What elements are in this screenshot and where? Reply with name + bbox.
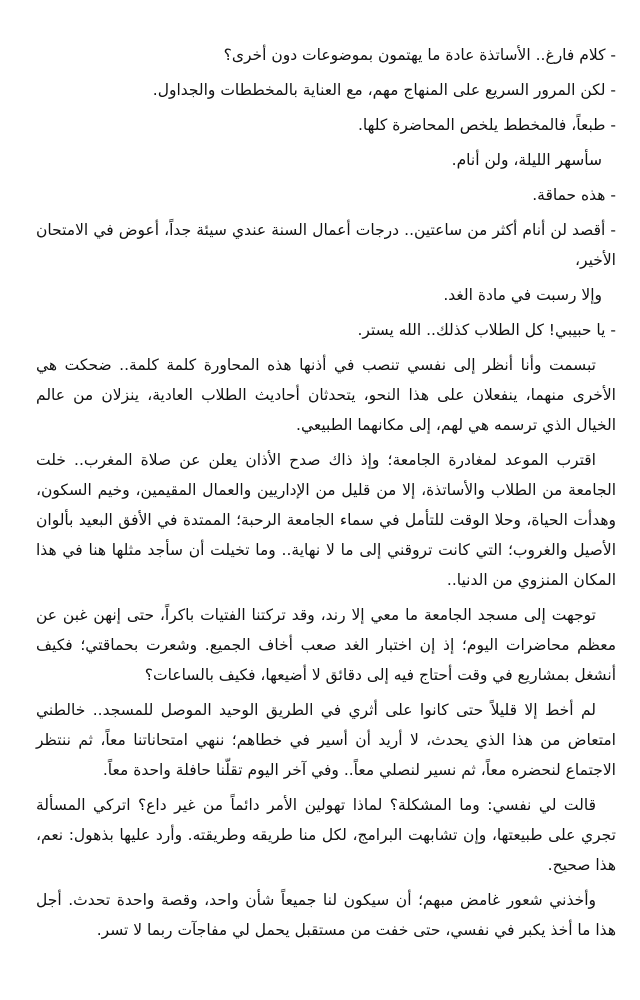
narrative-paragraph-1: تبسمت وأنا أنظر إلى نفسي تنصب في أذنها هذه المحاورة كلمة كلمة.. ضحكت هي الأخرى منهما، ينفعلان على هذا النحو، يتحدثان أحاديث الطلاب العادية، ينزلان من عالم الخيال الذي ترسمه هي لهم، إلى مكانهما الطبيعي. bbox=[36, 356, 616, 434]
narrative-paragraph-5: قالت لي نفسي: وما المشكلة؟ لماذا تهولين الأمر دائماً من غير داع؟ اتركي المسألة تجري على طبيعتها، وإن تشابهت البرامج، لكل منا طريقه وطريقته. وأرد عليها بذهول: نعم، هذا صحيح. bbox=[36, 796, 616, 874]
narrative-paragraph-4: لم أخط إلا قليلاً حتى كانوا على أثري في الطريق الوحيد الموصل للمسجد.. خالطني امتعاض من هذا الذي يحدث، لا أريد أن أسير في خطاهم؛ ننهي امتحاناتنا معاً، ثم ننتظر الاجتماع لنحضره معاً، ثم نسير لنصلي معاً.. وفي آخر اليوم تقلّنا حافلة واحدة معاً. bbox=[36, 701, 616, 779]
narrative-paragraph-3: توجهت إلى مسجد الجامعة ما معي إلا رند، وقد تركتنا الفتيات باكراً، حتى إنهن غبن عن معظم محاضرات اليوم؛ إذ إن اختبار الغد صعب أخاف الجميع. وشعرت بحماقتي؛ فكيف أنشغل بمشاريع في وقت أحتاج فيه إلى دقائق لا أضيعها، فكيف بالساعات؟ bbox=[36, 606, 616, 684]
dialogue-line-7: - يا حبيبي! كل الطلاب كذلك.. الله يستر. bbox=[357, 321, 616, 339]
dialogue-line-3: - طبعاً، فالمخطط يلخص المحاضرة كلها. bbox=[358, 116, 616, 134]
dialogue-line-6-continuation: وإلا رسبت في مادة الغد. bbox=[443, 286, 602, 304]
document-page bbox=[36, 40, 616, 950]
narrative-paragraph-6: وأخذني شعور غامض مبهم؛ أن سيكون لنا جميعاً شأن واحد، وقصة واحدة تحدث. أجل هذا ما أخذ يكبر في نفسي، حتى خفت من مستقبل يحمل لي مفاجآت ربما لا تسر. bbox=[36, 891, 616, 939]
dialogue-line-4: سأسهر الليلة، ولن أنام. bbox=[451, 151, 602, 169]
dialogue-line-1: - كلام فارغ.. الأساتذة عادة ما يهتمون بموضوعات دون أخرى؟ bbox=[223, 46, 616, 64]
narrative-paragraph-2: اقترب الموعد لمغادرة الجامعة؛ وإذ ذاك صدح الأذان يعلن عن صلاة المغرب.. خلت الجامعة من الطلاب والأساتذة، إلا من قليل من الإداريين والعمال المقيمين، وخيم السكون، وهدأت الحياة، وحلا الوقت للتأمل في سماء الجامعة الرحبة؛ الممتدة في الأفق البعيد بألوان الأصيل والغروب؛ التي كانت تروقني إلى ما لا نهاية.. وما تخيلت أن سأجد مثلها هنا في هذا المكان المنزوي من الدنيا.. bbox=[36, 451, 616, 589]
dialogue-line-5: - هذه حماقة. bbox=[532, 186, 616, 204]
dialogue-line-6: - أقصد لن أنام أكثر من ساعتين.. درجات أعمال السنة عندي سيئة جداً، أعوض في الامتحان الأخير، bbox=[36, 221, 616, 269]
dialogue-line-2: - لكن المرور السريع على المنهاج مهم، مع العناية بالمخططات والجداول. bbox=[152, 81, 616, 99]
